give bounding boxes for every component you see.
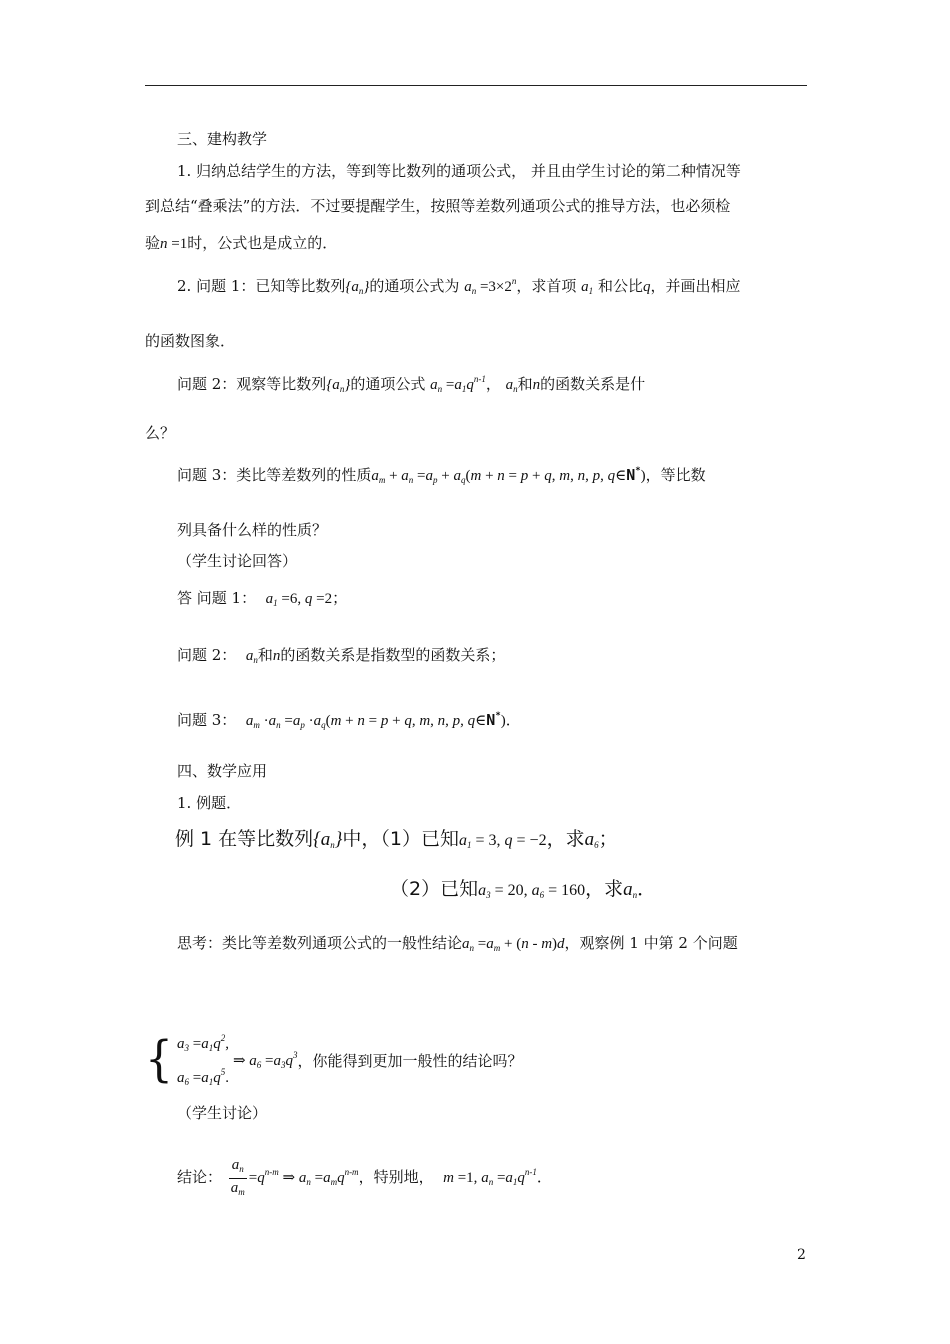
answer-2: 问题 2： $a_n$和n的函数关系是指数型的函数关系； [177, 646, 506, 665]
section-4-title: 四、数学应用 [177, 762, 268, 780]
example-1-line-1: 例 1 在等比数列$\{a_n\}$中，（1）已知$a_1 = 3$, q = −2，求$a_6$； [175, 828, 618, 850]
equation-a6: $a_6 =a_1q^5$. [177, 1067, 229, 1087]
answer-3: 问题 3： $a_m \cdot a_n =a_p \cdot a_q(m + n = p + q$, m, n, p, q∈N*)． [177, 711, 521, 730]
paragraph-1-line-1: 1. 归纳总结学生的方法，等到等比数列的通项公式， 并且由学生讨论的第二种情况等 [177, 162, 741, 180]
formula-sequence-an: $\{a_n\}$ [313, 829, 343, 850]
header-rule [145, 85, 807, 86]
question-1: 2. 问题 1：已知等比数列$\{a_n\}$的通项公式为 $a_n =3\times 2^n$，求首项 $a_1$ 和公比q，并画出相应 [177, 276, 741, 296]
equation-system: { $a_3 =a_1q^2$, $a_6 =a_1q^5$. ⇒ $a_6 =a_3q^3$ ，你能得到更加一般性的结论吗？ [145, 1026, 523, 1094]
formula-q: q [642, 279, 651, 295]
question-2: 问题 2：观察等比数列$\{a_n\}$的通项公式 $a_n =a_1q^{n-1}$， $a_n$和n的函数关系是什 [177, 374, 646, 394]
formula-a6: $a_6$ [584, 829, 599, 850]
page-number: 2 [797, 1247, 806, 1263]
example-1-line-2: （2）已知$a_3 = 20$, $a_6 = 160$，求$a_n$． [390, 878, 657, 900]
formula-general-term: $a_n =a_1q^{n-1}$ [430, 374, 486, 394]
left-brace: { [145, 1031, 173, 1088]
paragraph-1-line-3: 验n =1时，公式也是成立的． [145, 234, 338, 252]
formula-special-case: m =1, $a_n =a_1q^{n-1}$ [443, 1167, 537, 1187]
conclusion: 结论： $\frac{a_n}{a_m}$ $=q^{n-m}$ ⇒ $a_n =a_mq^{n-m}$，特别地， m =1, $a_n =a_1q^{n-1}$． [177, 1150, 552, 1204]
answer-1: 答 问题 1： $a_1 =6$, q =2； [177, 589, 348, 608]
formula-answer-1: $a_1 =6$, q =2 [265, 591, 333, 608]
formula-a1: $a_1$ [581, 279, 594, 296]
paragraph-1-line-2: 到总结“叠乘法”的方法．不过要提醒学生，按照等差数列通项公式的推导方法，也必须检 [145, 197, 731, 215]
question-3: 问题 3：类比等差数列的性质$a_m + a_n =a_p + a_q(m + n = p + q$, m, n, p, q∈N*)，等比数 [177, 466, 706, 485]
formula-an: $a_n$ [623, 879, 638, 900]
equation-a3: $a_3 =a_1q^2$, [177, 1033, 229, 1053]
formula-an: $a_n$ [245, 648, 258, 665]
formula-a3-a6: $a_3 = 20$, $a_6 = 160$ [478, 882, 586, 900]
think-question: 思考：类比等差数列通项公式的一般性结论$a_n =a_m + (n - m)d$，观察例 1 中第 2 个问题 [177, 934, 738, 953]
formula-sequence-an: $\{a_n\}$ [345, 279, 370, 296]
formula-arithmetic-general: $a_n =a_m + (n - m)d$ [462, 936, 565, 953]
question-2-continued: 么？ [145, 424, 176, 442]
question-1-continued: 的函数图象． [145, 332, 236, 350]
formula-conclusion: $=q^{n-m}$ ⇒ $a_n =a_mq^{n-m}$ [248, 1167, 359, 1187]
question-3-continued: 列具备什么样的性质？ [177, 521, 328, 539]
formula-n-equals-1: n =1 [160, 236, 188, 252]
formula-n: n [272, 648, 281, 664]
formula-implies-a6: ⇒ $a_6 =a_3q^3$ [232, 1050, 298, 1070]
section-3-title: 三、建构教学 [177, 130, 268, 148]
formula-sequence-an: $\{a_n\}$ [326, 377, 351, 394]
formula-n: n [532, 377, 541, 393]
examples-label: 1. 例题． [177, 794, 242, 812]
formula-geometric-property: $a_m \cdot a_n =a_p \cdot a_q(m + n = p + q$, m, n, p, q∈N*) [245, 711, 506, 730]
student-discussion-2: （学生讨论） [177, 1104, 268, 1122]
formula-fraction: $\frac{a_n}{a_m}$ [230, 1156, 245, 1197]
formula-arithmetic-property: $a_m + a_n =a_p + a_q(m + n = p + q$, m, n, p, q∈N*) [371, 466, 646, 485]
formula-a1-q: $a_1 = 3$, q = −2 [458, 832, 547, 850]
formula-an: $a_n$ [505, 377, 518, 394]
formula-an-3x2n: $a_n =3\times 2^n$ [464, 276, 517, 296]
student-discussion-1: （学生讨论回答） [177, 552, 298, 570]
